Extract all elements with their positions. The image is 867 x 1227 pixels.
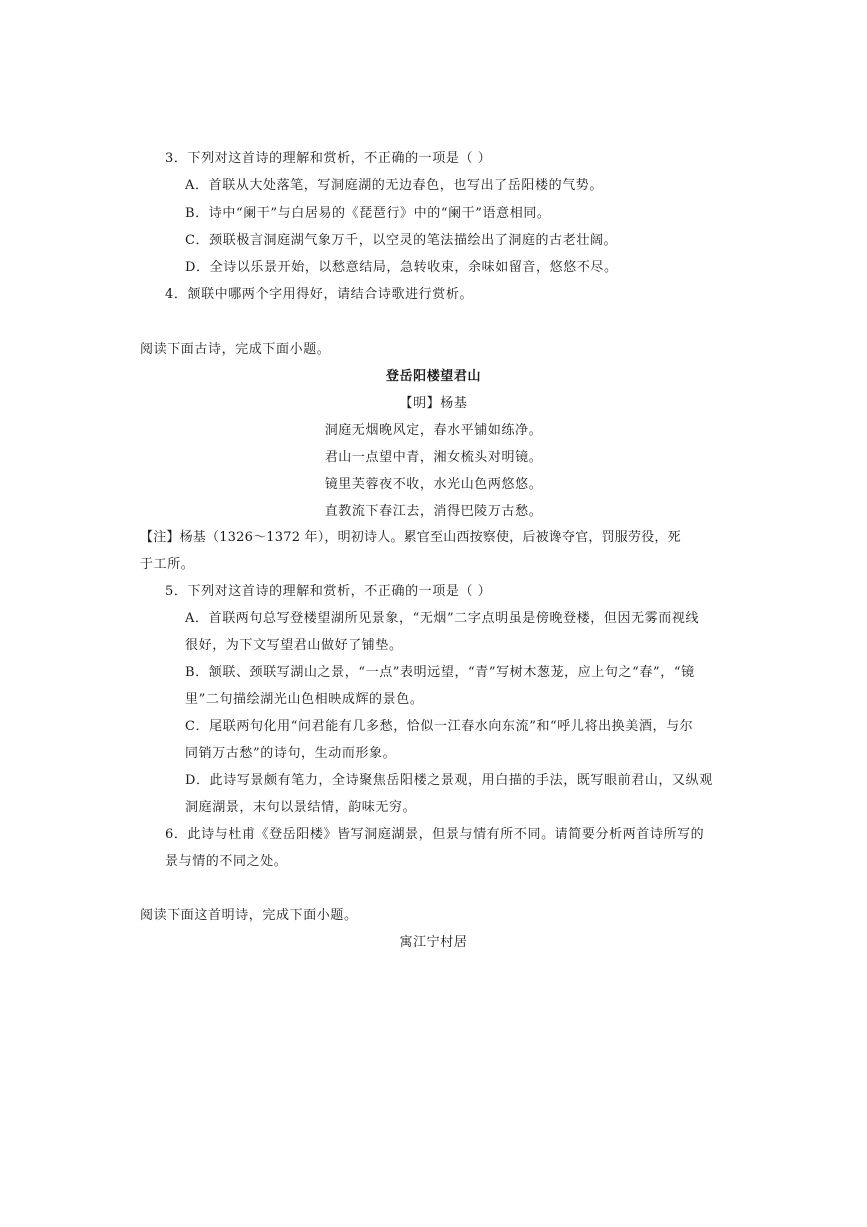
poem-line-1: 洞庭无烟晚风定，春水平铺如练净。 bbox=[324, 423, 543, 438]
poem-title: 登岳阳楼望君山 bbox=[385, 369, 482, 384]
q5-option-a-line-2: 很好，为下文写望君山做好了铺垫。 bbox=[185, 638, 403, 653]
q5-option-c-line-1: C．尾联两句化用“问君能有几多愁，恰似一江春水向东流”和“呼儿将出换美酒，与尔 bbox=[185, 719, 694, 734]
question-6-line-2: 景与情的不同之处。 bbox=[165, 854, 288, 869]
q5-option-c-line-2: 同销万古愁”的诗句，生动而形象。 bbox=[185, 746, 397, 761]
question-5: 5．下列对这首诗的理解和赏析，不正确的一项是（ ） bbox=[165, 584, 492, 599]
poem-line-2: 君山一点望中青，湘女梳头对明镜。 bbox=[324, 450, 543, 465]
q3-option-a: A．首联从大处落笔，写洞庭湖的无边春色，也写出了岳阳楼的气势。 bbox=[185, 178, 603, 193]
q5-option-d-line-1: D．此诗写景颇有笔力，全诗聚焦岳阳楼之景观，用白描的手法，既写眼前君山，又纵观 bbox=[185, 773, 713, 788]
q3-option-c: C．颈联极言洞庭湖气象万千，以空灵的笔法描绘出了洞庭的古老壮阔。 bbox=[185, 233, 618, 248]
section-2-intro: 阅读下面古诗，完成下面小题。 bbox=[140, 342, 331, 357]
q3-option-d: D．全诗以乐景开始，以愁意结局，急转收束，余味如留音，悠悠不尽。 bbox=[185, 260, 618, 275]
poem-line-4: 直教流下春江去，消得巴陵万古愁。 bbox=[324, 504, 543, 519]
q5-option-b-line-2: 里”二句描绘湖光山色相映成辉的景色。 bbox=[185, 692, 424, 707]
poem-author: 【明】杨基 bbox=[399, 396, 468, 411]
poem-note-line-1: 【注】杨基（1326～1372 年），明初诗人。累官至山西按察使，后被谗夺官，罚服劳役，死 bbox=[140, 530, 681, 545]
question-4: 4．颔联中哪两个字用得好，请结合诗歌进行赏析。 bbox=[165, 287, 474, 302]
question-6-line-1: 6．此诗与杜甫《登岳阳楼》皆写洞庭湖景，但景与情有所不同。请简要分析两首诗所写的 bbox=[165, 827, 705, 842]
question-3: 3．下列对这首诗的理解和赏析，不正确的一项是（ ） bbox=[165, 151, 492, 166]
section-3-intro: 阅读下面这首明诗，完成下面小题。 bbox=[140, 908, 358, 923]
q5-option-b-line-1: B．颔联、颈联写湖山之景，“一点”表明远望，“青”写树木葱茏，应上句之“春”，“镜 bbox=[185, 665, 695, 680]
q3-option-b: B．诗中“阑干”与白居易的《琵琶行》中的“阑干”语意相同。 bbox=[185, 206, 551, 221]
poem-line-3: 镜里芙蓉夜不收，水光山色两悠悠。 bbox=[324, 477, 543, 492]
poem-2-title: 寓江宁村居 bbox=[399, 935, 468, 950]
q5-option-d-line-2: 洞庭湖景，末句以景结情，韵味无穷。 bbox=[185, 800, 417, 815]
poem-note-line-2: 于工所。 bbox=[140, 557, 195, 572]
q5-option-a-line-1: A．首联两句总写登楼望湖所见景象，“无烟”二字点明虽是傍晚登楼，但因无雾而视线 bbox=[185, 611, 700, 626]
